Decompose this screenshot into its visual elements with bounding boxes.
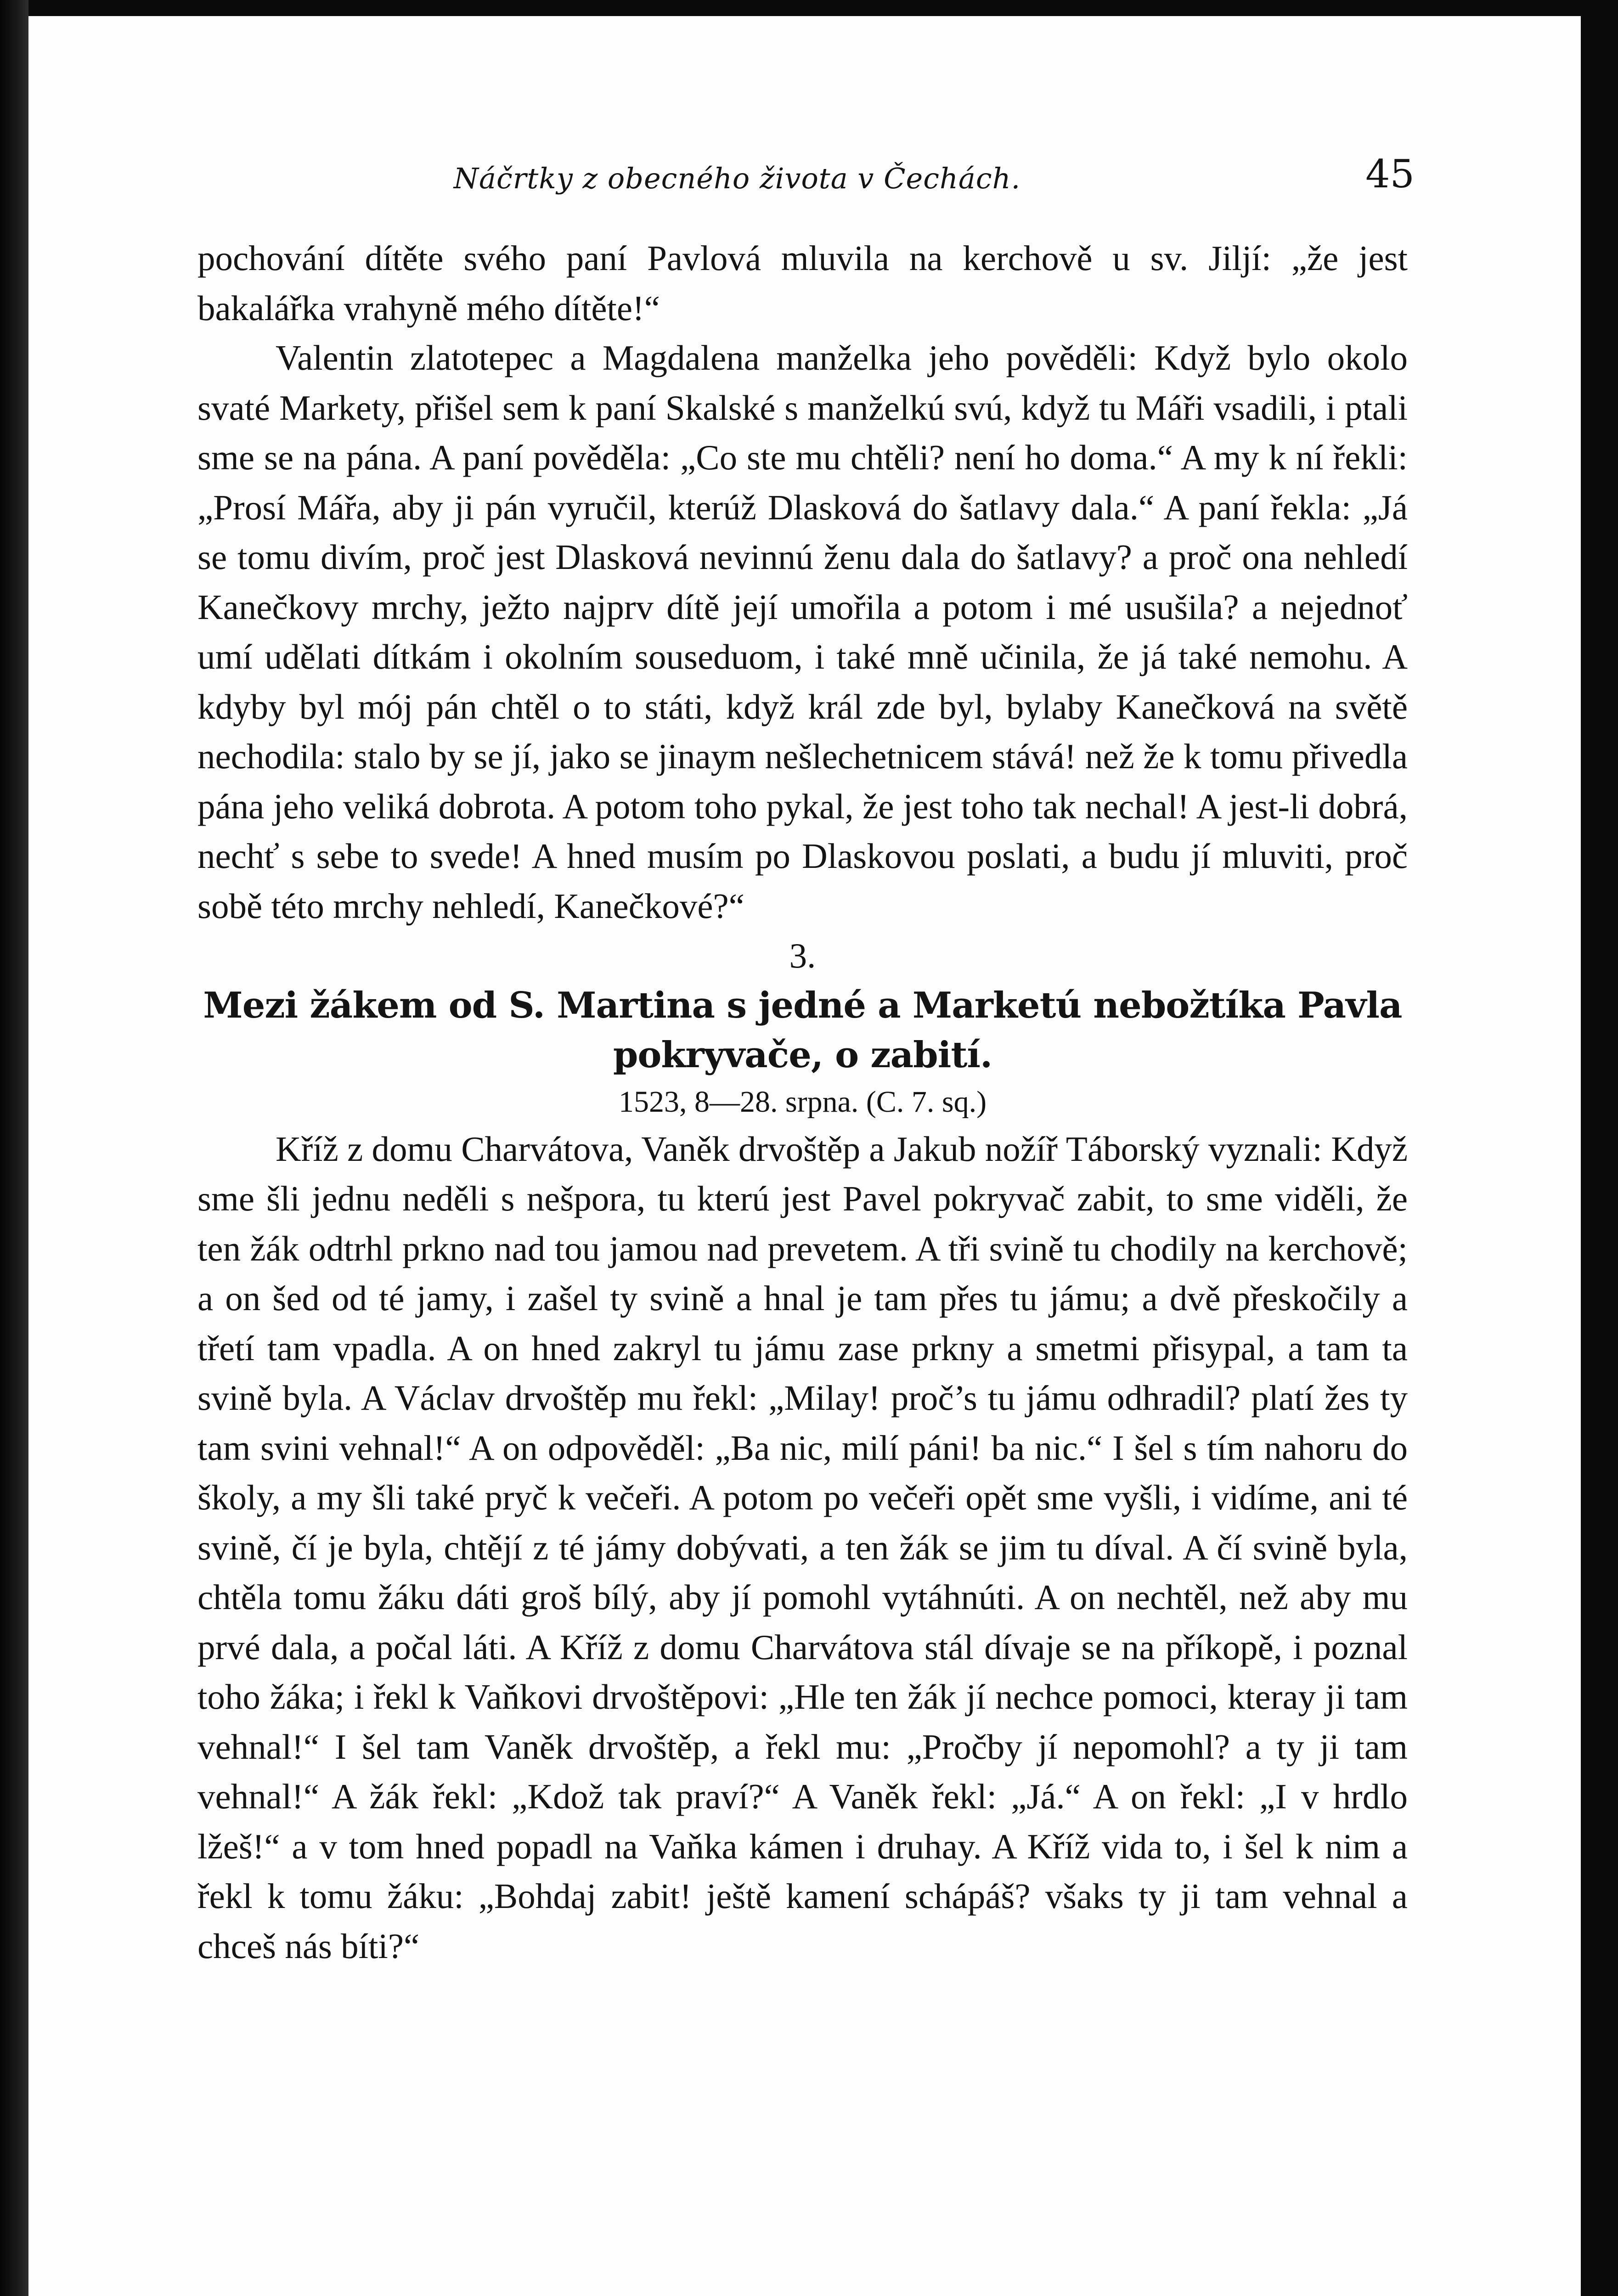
paragraph-testimony-kriz: Kříž z domu Charvátova, Vaněk drvoštěp a Jakub nožíř Táborský vyznali: Když sme šli jednu neděli s nešpora, tu kterú jest Pavel pokryvač zabit, to sme viděli, že ten žák odtrhl prkno nad tou jamou nad prevetem. A tři svině tu chodily na kerchově; a on šed od té jamy, i zašel ty svině a hnal je tam přes tu jámu; a dvě přeskočily a třetí tam vpadla. A on hned zakryl tu jámu zase prkny a smetmi přisypal, a tam ta svině byla. A Václav drvoštěp mu řekl: „Milay! proč’s tu jámu odhradil? platí žes ty tam svini vehnal!“ A on odpověděl: „Ba nic, milí páni! ba nic.“ I šel s tím nahoru do školy, a my šli také pryč k večeři. A potom po večeři opět sme vyšli, i vidíme, ani té svině, čí je byla, chtějí z té jámy dobývati, a ten žák se jim tu díval. A čí svině byla, chtěla tomu žáku dáti groš bílý, aby jí pomohl vytáhnúti. A on nechtěl, než aby mu prvé dala, a počal láti. A Kříž z domu Charvátova stál dívaje se na příkopě, i poznal toho žáka; i řekl k Vaňkovi drvoštěpovi: „Hle ten žák jí nechce pomoci, kteray ji tam vehnal!“ I šel tam Vaněk drvoštěp, a řekl mu: „Pročby jí nepomohl? a ty ji tam vehnal!“ A žák řekl: „Kdož tak praví?“ A Vaněk řekl: „Já.“ A on řekl: „I v hrdlo lžeš!“ a v tom hned popadl na Vaňka kámen i druhay. A Kříž vida to, i šel k nim a řekl k tomu žáku: „Bohdaj zabit! ještě kamení schápáš? všaks ty ji tam vehnal a chceš nás bíti?“ bbox=[197, 1129, 1408, 1966]
paragraph-testimony-valentin: Valentin zlatotepec a Magdalena manželka jeho pověděli: Když bylo okolo svaté Markety, přišel sem k paní Skalské s manželkú svú, když tu Máři vsadili, i ptali sme se na pána. A paní pověděla: „Co ste mu chtěli? není ho doma.“ A my k ní řekli: „Prosí Mářa, aby ji pán vyručil, kterúž Dlasková do šatlavy dala.“ A paní řekla: „Já se tomu divím, proč jest Dlasková nevinnú ženu dala do šatlavy? a proč ona nehledí Kanečkovy mrchy, ježto najprv dítě její umořila a potom i mé usušila? a nejednoť umí udělati dítkám i okolním souseduom, i také mně učinila, že já také nemohu. A kdyby byl mój pán chtěl o to státi, když král zde byl, bylaby Kanečková na světě nechodila: stalo by se jí, jako se jinaym nešlechetnicem stává! než že k tomu přivedla pána jeho veliká dobrota. A potom toho pykal, že jest toho tak nechal! A jest-li dobrá, nechť s sebe to svede! A hned musím po Dlaskovou poslati, a budu jí mluviti, proč sobě této mrchy nehledí, Kanečkové?“ bbox=[197, 338, 1408, 926]
section-date: 1523, 8—28. srpna. (C. 7. sq.) bbox=[618, 1085, 987, 1119]
page-number: 45 bbox=[1365, 152, 1415, 197]
book-binding-edge bbox=[0, 0, 28, 2296]
section-number: 3. bbox=[789, 936, 816, 975]
section-title: Mezi žákem od S. Martina s jedné a Marketú nebožtíka Pavla pokryvače, o zabití. bbox=[203, 984, 1402, 1076]
running-title: Náčrtky z obecného života v Čechách. bbox=[453, 162, 1021, 195]
paragraph-continuation: pochování dítěte svého paní Pavlová mluvila na kerchově u sv. Jiljí: „že jest bakalářka vrahyně mého dítěte!“ bbox=[197, 238, 1408, 328]
page-body bbox=[197, 233, 1408, 1971]
page-header bbox=[197, 152, 1415, 216]
